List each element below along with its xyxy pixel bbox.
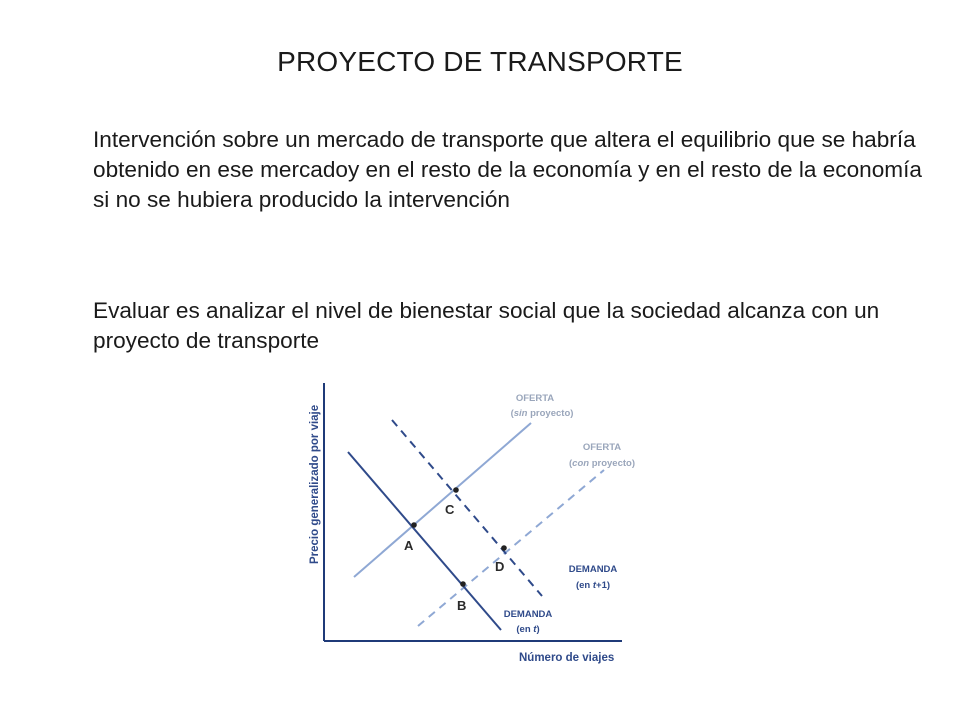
demanda-t1-curve [392, 420, 542, 596]
demanda-t-curve [348, 452, 501, 630]
demanda-t1-label [569, 564, 618, 591]
paragraph-intervencion: Intervención sobre un mercado de transporte que altera el equilibrio que se habría obtenido en ese mercadoy en el resto de la economía y en el resto de la economía si no se hubiera producido la intervención [93, 127, 922, 212]
y-axis-label: Precio generalizado por viaje [309, 404, 321, 564]
demanda-t-line2: (en t) [516, 624, 540, 635]
demanda-t1-line2: (en t+1) [575, 580, 611, 591]
point-c-dot [453, 487, 459, 493]
x-axis-label: Número de viajes [519, 652, 615, 664]
point-c-label: C [445, 502, 455, 517]
oferta-sin-line1: OFERTA [515, 393, 555, 404]
paragraph-evaluar: Evaluar es analizar el nivel de bienestar social que la sociedad alcanza con un proyecto de transporte [93, 298, 880, 353]
demanda-t-line1: DEMANDA [503, 609, 553, 620]
slide-title: PROYECTO DE TRANSPORTE [277, 46, 683, 77]
point-d-dot [501, 545, 507, 551]
oferta-sin-line2: (sin proyecto) [510, 408, 574, 419]
point-a-label: A [404, 538, 414, 553]
point-b-label: B [457, 598, 467, 613]
point-b-dot [460, 581, 466, 587]
oferta-con-line1: OFERTA [582, 442, 622, 453]
oferta-sin-proyecto-label [511, 393, 574, 419]
point-d-label: D [495, 559, 505, 574]
demanda-t1-line1: DEMANDA [568, 564, 618, 575]
oferta-con-proyecto-label [569, 442, 635, 469]
demanda-t-label [504, 609, 553, 635]
point-a-dot [411, 522, 417, 528]
oferta-con-line2: (con proyecto) [569, 458, 635, 469]
oferta-con-proyecto-curve [418, 470, 604, 626]
